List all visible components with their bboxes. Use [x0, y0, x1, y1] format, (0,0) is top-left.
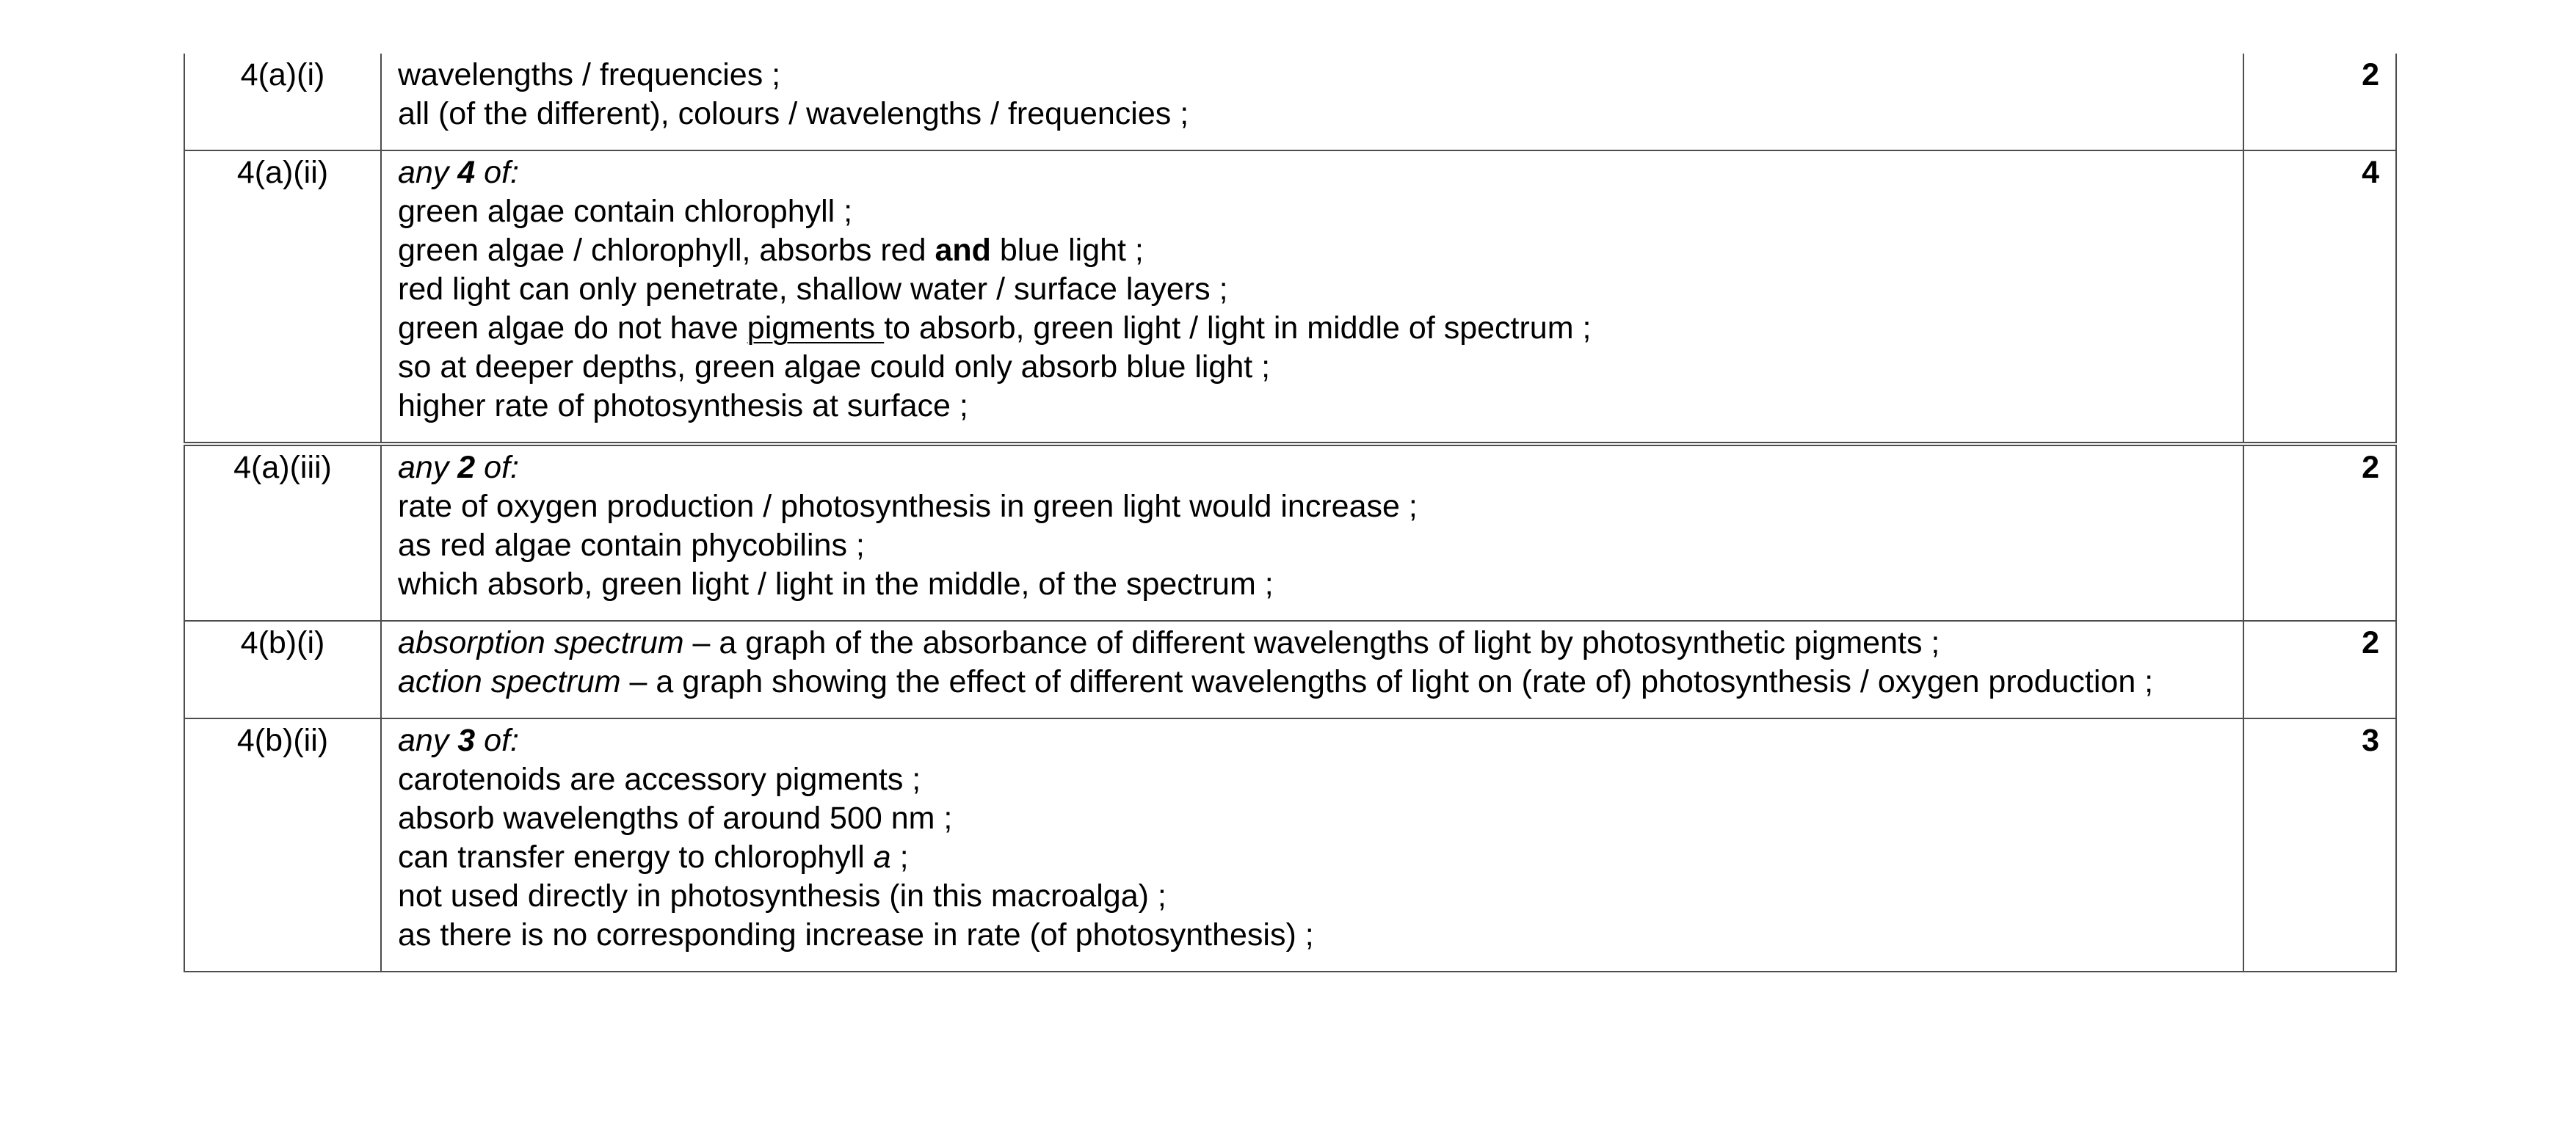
table-row [184, 444, 2396, 621]
answer-cell [381, 150, 2243, 444]
table-row [184, 150, 2396, 444]
question-number: 4(b)(i) [184, 621, 381, 718]
answer-line: as red algae contain phycobilins ; [398, 528, 865, 563]
answer-line: which absorb, green light / light in the middle, of the spectrum ; [398, 567, 1274, 602]
marks-value: 3 [2243, 718, 2396, 972]
marks-value: 2 [2243, 54, 2396, 150]
table-row [184, 621, 2396, 718]
answer-line: red light can only penetrate, shallow water / surface layers ; [398, 272, 1228, 307]
question-number: 4(a)(iii) [184, 444, 381, 621]
answer-line: can transfer energy to chlorophyll a ; [398, 840, 909, 875]
term-action-spectrum: action spectrum [398, 664, 621, 699]
question-number: 4(a)(ii) [184, 150, 381, 444]
term-absorption-spectrum: absorption spectrum [398, 625, 684, 660]
answer-line: as there is no corresponding increase in rate (of photosynthesis) ; [398, 917, 1314, 953]
answer-line: carotenoids are accessory pigments ; [398, 762, 921, 797]
answer-cell [381, 444, 2243, 621]
answer-line: absorb wavelengths of around 500 nm ; [398, 801, 953, 836]
answer-cell [381, 621, 2243, 718]
answer-line: so at deeper depths, green algae could only absorb blue light ; [398, 349, 1271, 385]
answer-line: green algae / chlorophyll, absorbs red and blue light ; [398, 233, 1144, 268]
answer-line: rate of oxygen production / photosynthesis in green light would increase ; [398, 489, 1418, 524]
answer-line: wavelengths / frequencies ; [398, 57, 781, 92]
answer-line: all (of the different), colours / wavelengths / frequencies ; [398, 96, 1189, 131]
table-row [184, 718, 2396, 972]
question-number: 4(a)(i) [184, 54, 381, 150]
answer-lead: any 4 of: [398, 155, 519, 190]
marks-value: 4 [2243, 150, 2396, 444]
table-row [184, 54, 2396, 150]
marks-value: 2 [2243, 444, 2396, 621]
question-number: 4(b)(ii) [184, 718, 381, 972]
answer-line: green algae contain chlorophyll ; [398, 194, 853, 229]
answer-line: action spectrum – a graph showing the effect of different wavelengths of light on (rate of) photosynthesis / oxygen production ; [398, 664, 2154, 699]
answer-cell [381, 718, 2243, 972]
answer-line: absorption spectrum – a graph of the absorbance of different wavelengths of light by photosynthetic pigments ; [398, 625, 1940, 660]
answer-lead: any 2 of: [398, 450, 519, 485]
answer-lead: any 3 of: [398, 723, 519, 758]
answer-cell [381, 54, 2243, 150]
mark-scheme-table [184, 54, 2397, 972]
marks-value: 2 [2243, 621, 2396, 718]
answer-line: higher rate of photosynthesis at surface ; [398, 388, 968, 423]
answer-line: not used directly in photosynthesis (in this macroalga) ; [398, 878, 1167, 914]
answer-line: green algae do not have pigments to absorb, green light / light in middle of spectrum ; [398, 310, 1592, 346]
